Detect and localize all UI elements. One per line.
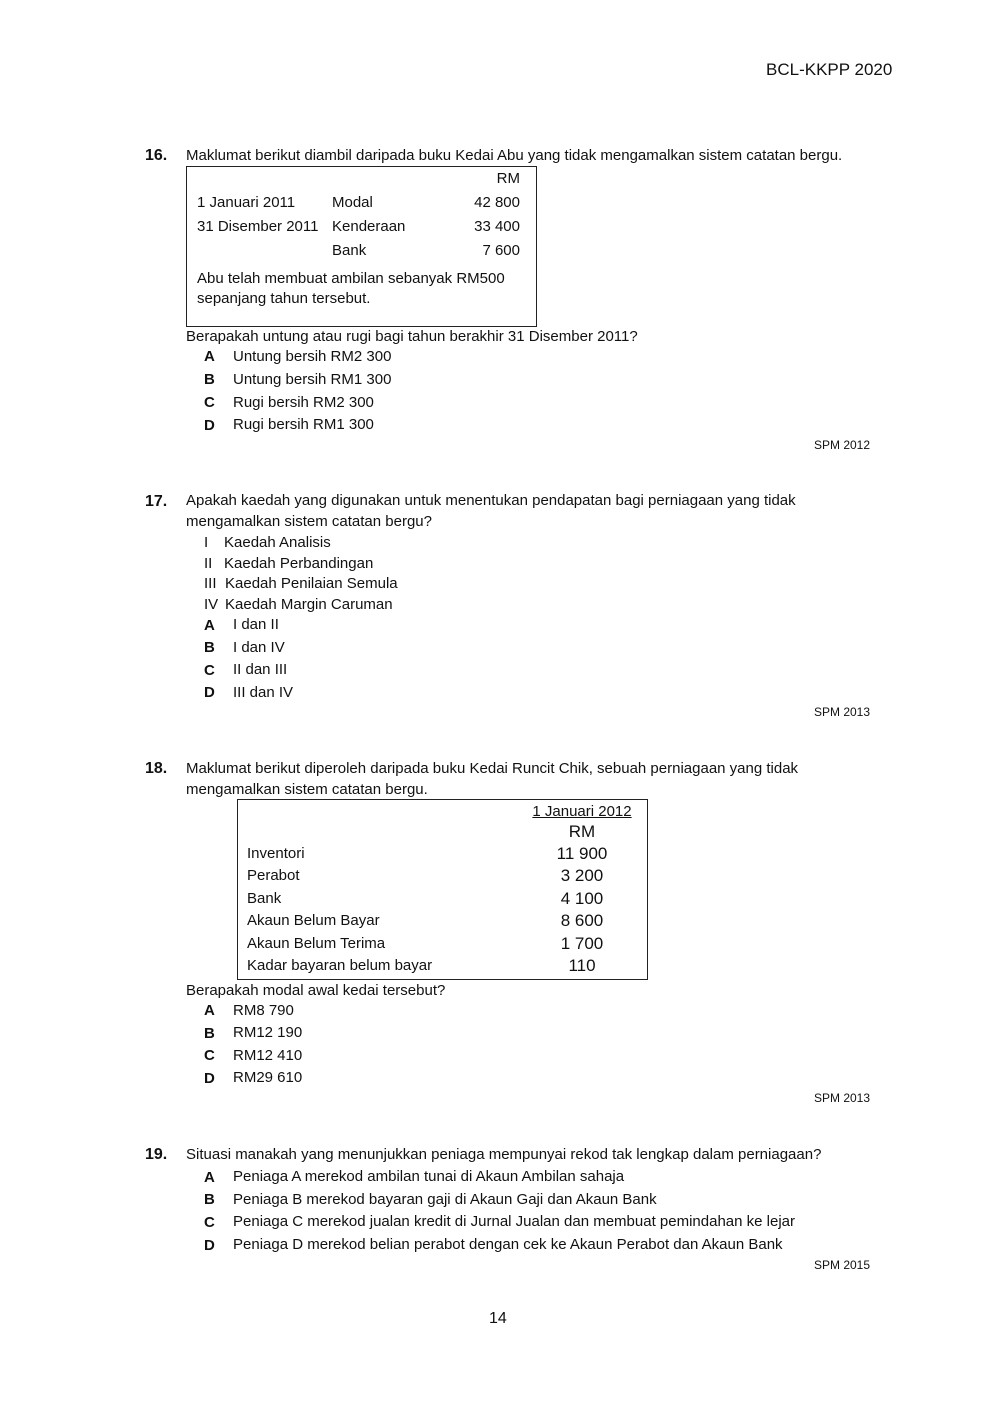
q18-row-item: Akaun Belum Bayar bbox=[247, 912, 380, 929]
q16-currency: RM bbox=[496, 170, 520, 187]
q18-row-item: Kadar bayaran belum bayar bbox=[247, 957, 433, 974]
q17-option-letter: D bbox=[204, 684, 215, 701]
q17-statement-roman: I bbox=[204, 534, 209, 551]
q16-row-amount: 7 600 bbox=[482, 242, 520, 259]
q19-option-letter: D bbox=[204, 1237, 215, 1254]
q18-row-amount: 4 100 bbox=[560, 889, 604, 908]
q17-number: 17. bbox=[145, 493, 168, 510]
q16-row-amount: 33 400 bbox=[474, 218, 520, 235]
q16-source: SPM 2012 bbox=[814, 438, 871, 452]
q18-row-amount: 3 200 bbox=[560, 866, 604, 885]
q17-option-text: I dan IV bbox=[233, 639, 285, 656]
q19-option-letter: B bbox=[204, 1191, 215, 1208]
q18-source: SPM 2013 bbox=[814, 1091, 871, 1105]
q19-option-text: Peniaga B merekod bayaran gaji di Akaun Gaji dan Akaun Bank bbox=[233, 1191, 657, 1208]
q16-number: 16. bbox=[145, 147, 168, 164]
q18-option-letter: D bbox=[204, 1070, 215, 1087]
q16-option-letter: B bbox=[204, 371, 215, 388]
q16-option-text: Rugi bersih RM2 300 bbox=[233, 394, 374, 411]
q17-option-text: I dan II bbox=[233, 616, 279, 633]
q17-statement-text: Kaedah Margin Caruman bbox=[225, 596, 393, 613]
q18-row-item: Akaun Belum Terima bbox=[247, 935, 386, 952]
header-code: BCL-KKPP 2020 bbox=[766, 60, 893, 79]
q18-row-item: Bank bbox=[247, 890, 282, 907]
q17-statement-text: Kaedah Analisis bbox=[224, 534, 331, 551]
page-number: 14 bbox=[489, 1310, 507, 1327]
q17-source: SPM 2013 bbox=[814, 705, 871, 719]
q18-option-text: RM29 610 bbox=[233, 1069, 303, 1086]
q17-statement-roman: III bbox=[204, 575, 217, 592]
q16-question: Berapakah untung atau rugi bagi tahun berakhir 31 Disember 2011? bbox=[186, 328, 638, 345]
q17-option-text: II dan III bbox=[233, 661, 288, 678]
q16-row-item: Kenderaan bbox=[332, 218, 406, 235]
q16-row-amount: 42 800 bbox=[474, 194, 520, 211]
q17-stem: Apakah kaedah yang digunakan untuk menentukan pendapatan bagi perniagaan yang tidak bbox=[186, 492, 796, 509]
q18-question: Berapakah modal awal kedai tersebut? bbox=[186, 982, 446, 999]
q19-stem: Situasi manakah yang menunjukkan peniaga mempunyai rekod tak lengkap dalam perniagaan? bbox=[186, 1146, 822, 1163]
q17-statement-text: Kaedah Penilaian Semula bbox=[225, 575, 398, 592]
q18-row-item: Perabot bbox=[247, 867, 300, 884]
q17-statement-roman: IV bbox=[204, 596, 219, 613]
q18-row-amount: 11 900 bbox=[556, 844, 608, 863]
q16-row-date: 31 Disember 2011 bbox=[197, 218, 319, 235]
q18-row-amount: 110 bbox=[568, 956, 596, 975]
q16-note: Abu telah membuat ambilan sebanyak RM500 bbox=[197, 270, 505, 287]
q16-option-letter: C bbox=[204, 394, 215, 411]
q19-option-text: Peniaga D merekod belian perabot dengan cek ke Akaun Perabot dan Akaun Bank bbox=[233, 1236, 783, 1253]
q17-statement-roman: II bbox=[204, 555, 213, 572]
q19-option-text: Peniaga C merekod jualan kredit di Jurnal Jualan dan membuat pemindahan ke lejar bbox=[233, 1213, 796, 1230]
q16-stem: Maklumat berikut diambil daripada buku Kedai Abu yang tidak mengamalkan sistem catatan bergu. bbox=[186, 147, 843, 164]
q16-option-text: Rugi bersih RM1 300 bbox=[233, 416, 374, 433]
q19-number: 19. bbox=[145, 1146, 168, 1163]
q17-option-letter: A bbox=[204, 617, 215, 634]
q18-date-header: 1 Januari 2012 bbox=[532, 803, 632, 820]
q18-option-text: RM12 190 bbox=[233, 1024, 303, 1041]
q17-stem: mengamalkan sistem catatan bergu? bbox=[186, 513, 432, 530]
q18-stem: mengamalkan sistem catatan bergu. bbox=[186, 781, 428, 798]
q17-statement-text: Kaedah Perbandingan bbox=[224, 555, 374, 572]
q16-option-letter: A bbox=[204, 348, 215, 365]
q16-option-text: Untung bersih RM2 300 bbox=[233, 348, 392, 365]
q18-stem: Maklumat berikut diperoleh daripada buku Kedai Runcit Chik, sebuah perniagaan yang tidak bbox=[186, 760, 799, 777]
q19-option-text: Peniaga A merekod ambilan tunai di Akaun Ambilan sahaja bbox=[233, 1168, 625, 1185]
q18-row-item: Inventori bbox=[247, 845, 305, 862]
q18-option-letter: A bbox=[204, 1002, 215, 1019]
q18-option-text: RM8 790 bbox=[233, 1002, 294, 1019]
q16-row-item: Bank bbox=[332, 242, 367, 259]
q16-row-item: Modal bbox=[332, 194, 373, 211]
q16-row-date: 1 Januari 2011 bbox=[197, 194, 296, 211]
q18-table bbox=[237, 799, 648, 980]
q19-option-letter: A bbox=[204, 1169, 215, 1186]
q18-option-letter: C bbox=[204, 1047, 215, 1064]
q18-row-amount: 8 600 bbox=[560, 911, 604, 930]
q18-option-text: RM12 410 bbox=[233, 1047, 303, 1064]
q18-option-letter: B bbox=[204, 1025, 215, 1042]
q17-option-text: III dan IV bbox=[233, 684, 294, 701]
q16-table bbox=[186, 166, 537, 327]
q19-source: SPM 2015 bbox=[814, 1258, 871, 1272]
q19-option-letter: C bbox=[204, 1214, 215, 1231]
q16-option-letter: D bbox=[204, 417, 215, 434]
q16-note: sepanjang tahun tersebut. bbox=[197, 290, 371, 307]
q17-option-letter: B bbox=[204, 639, 215, 656]
q16-option-text: Untung bersih RM1 300 bbox=[233, 371, 392, 388]
q17-option-letter: C bbox=[204, 662, 215, 679]
q18-currency: RM bbox=[568, 822, 596, 841]
q18-row-amount: 1 700 bbox=[560, 934, 604, 953]
q18-number: 18. bbox=[145, 760, 168, 777]
